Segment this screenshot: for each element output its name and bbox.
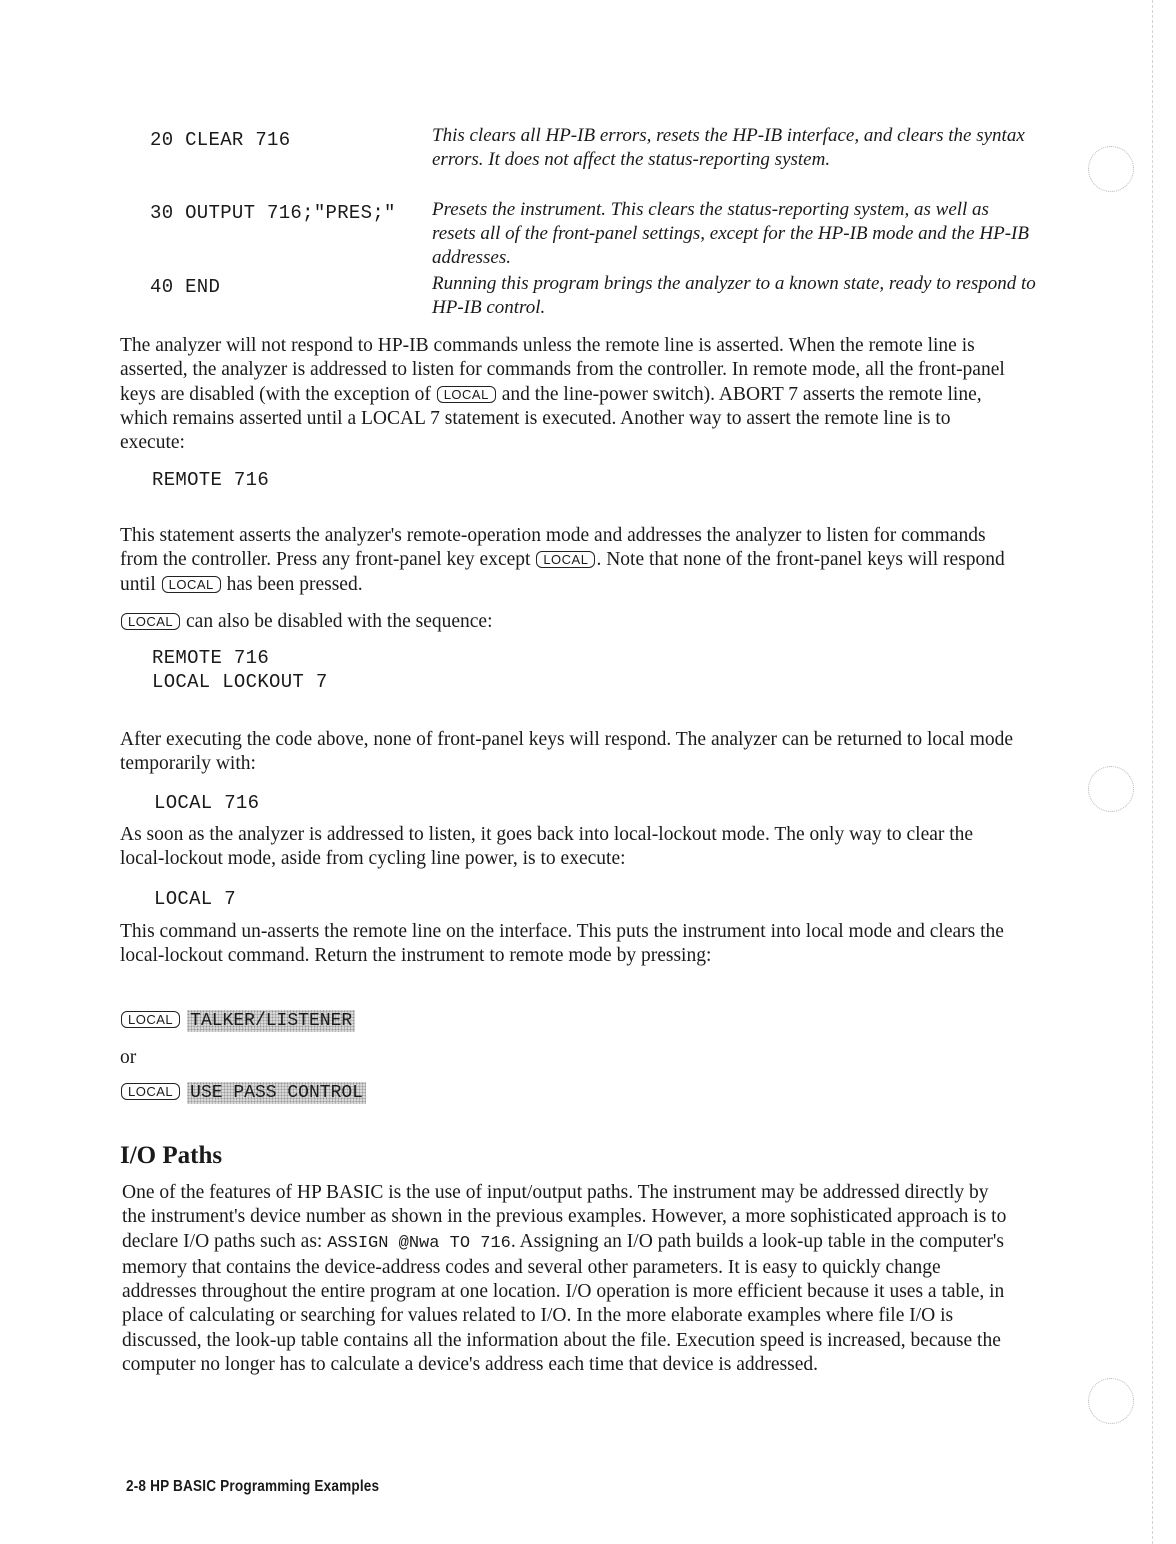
- code-local-716: LOCAL 716: [154, 792, 260, 814]
- paragraph-text: and the line-power switch). ABORT 7 asserts the remote line, which remains asserted until a LOCAL 7 statement is executed. Another way to assert the remote line is to execute:: [120, 383, 982, 454]
- paragraph-remote-line: [120, 334, 1020, 455]
- local-key: LOCAL: [121, 1011, 180, 1028]
- page-footer: 2-8 HP BASIC Programming Examples: [126, 1478, 380, 1495]
- paragraph-text: . Assigning an I/O path builds a look-up table in the computer's memory that contains the device-address codes and several other parameters. It is easy to quickly change addresses throughout the entire program at one location. I/O operation is more efficient because it uses a table, in place of calculating or searching for values related to I/O. In the more elaborate examples where file I/O is discussed, the look-up table contains all the information about the file. Execution speed is increased, because the computer no longer has to calculate a device's address each time that device is addressed.: [122, 1230, 1005, 1376]
- local-key: LOCAL: [536, 551, 595, 568]
- code-line-30: 30 OUTPUT 716;"PRES;": [150, 202, 396, 224]
- paragraph-local-disable: [120, 610, 1020, 634]
- key-sequence-pass-control: [120, 1080, 1020, 1104]
- softkey-talker-listener: TALKER/LISTENER: [187, 1010, 355, 1032]
- local-key: LOCAL: [437, 386, 496, 403]
- paragraph-unassert: This command un-asserts the remote line on the interface. This puts the instrument into local mode and clears the local-lockout command. Return the instrument to remote mode by pressing:: [120, 921, 1004, 967]
- paragraph-text: . Note that none of the front-panel keys will respond until: [120, 549, 1005, 595]
- paragraph-text: can also be disabled with the sequence:: [186, 611, 493, 632]
- paragraph-after-executing: After executing the code above, none of front-panel keys will respond. The analyzer can be returned to local mode temporarily with:: [120, 729, 1014, 775]
- code-local-7: LOCAL 7: [154, 888, 236, 910]
- softkey-use-pass-control: USE PASS CONTROL: [187, 1082, 366, 1104]
- paragraph-local-lockout: As soon as the analyzer is addressed to listen, it goes back into local-lockout mode. The only way to clear the local-lockout mode, aside from cycling line power, is to execute:: [120, 824, 974, 870]
- inline-code-assign: ASSIGN @Nwa TO 716: [327, 1233, 511, 1253]
- code-line-40: 40 END: [150, 276, 221, 298]
- binder-hole-top: [1088, 146, 1134, 192]
- code-description-30: Presets the instrument. This clears the status-reporting system, as well as resets all of the front-panel settings, except for the HP-IB mode and the HP-IB addresses.: [432, 199, 1029, 268]
- code-description-40: Running this program brings the analyzer to a known state, ready to respond to HP-IB control.: [432, 273, 1036, 318]
- code-local-lockout: LOCAL LOCKOUT 7: [152, 671, 328, 693]
- or-text: or: [120, 1047, 137, 1068]
- binder-hole-bottom: [1088, 1378, 1134, 1424]
- binder-hole-middle: [1088, 766, 1134, 812]
- section-heading: I/O Paths: [120, 1142, 223, 1169]
- code-description-20: This clears all HP-IB errors, resets the HP-IB interface, and clears the syntax errors. It does not affect the status-reporting system.: [432, 125, 1025, 170]
- paragraph-text: One of the features of HP BASIC is the use of input/output paths. The instrument may be addressed directly by the instrument's device number as shown in the previous examples. However, a more sophisticated approach is to declare I/O paths such as:: [122, 1182, 1007, 1252]
- key-sequence-talker-listener: [120, 1008, 1020, 1032]
- page-edge: [1152, 0, 1153, 1544]
- paragraph-text: The analyzer will not respond to HP-IB commands unless the remote line is asserted. When the remote line is asserted, the analyzer is addressed to listen for commands from the controller. In remote mode, all the front-panel keys are disabled (with the exception of: [120, 335, 1005, 405]
- code-remote-716-b: REMOTE 716: [152, 647, 270, 669]
- paragraph-io-paths: [122, 1181, 1017, 1377]
- paragraph-text: has been pressed.: [226, 573, 363, 595]
- code-remote-716: REMOTE 716: [152, 469, 270, 491]
- code-line-20: 20 CLEAR 716: [150, 129, 291, 151]
- local-key: LOCAL: [121, 1083, 180, 1100]
- local-key: LOCAL: [162, 576, 221, 593]
- local-key: LOCAL: [121, 613, 180, 630]
- paragraph-text: This statement asserts the analyzer's remote-operation mode and addresses the analyzer to listen for commands from the controller. Press any front-panel key except: [120, 525, 986, 571]
- paragraph-remote-statement: [120, 524, 1020, 597]
